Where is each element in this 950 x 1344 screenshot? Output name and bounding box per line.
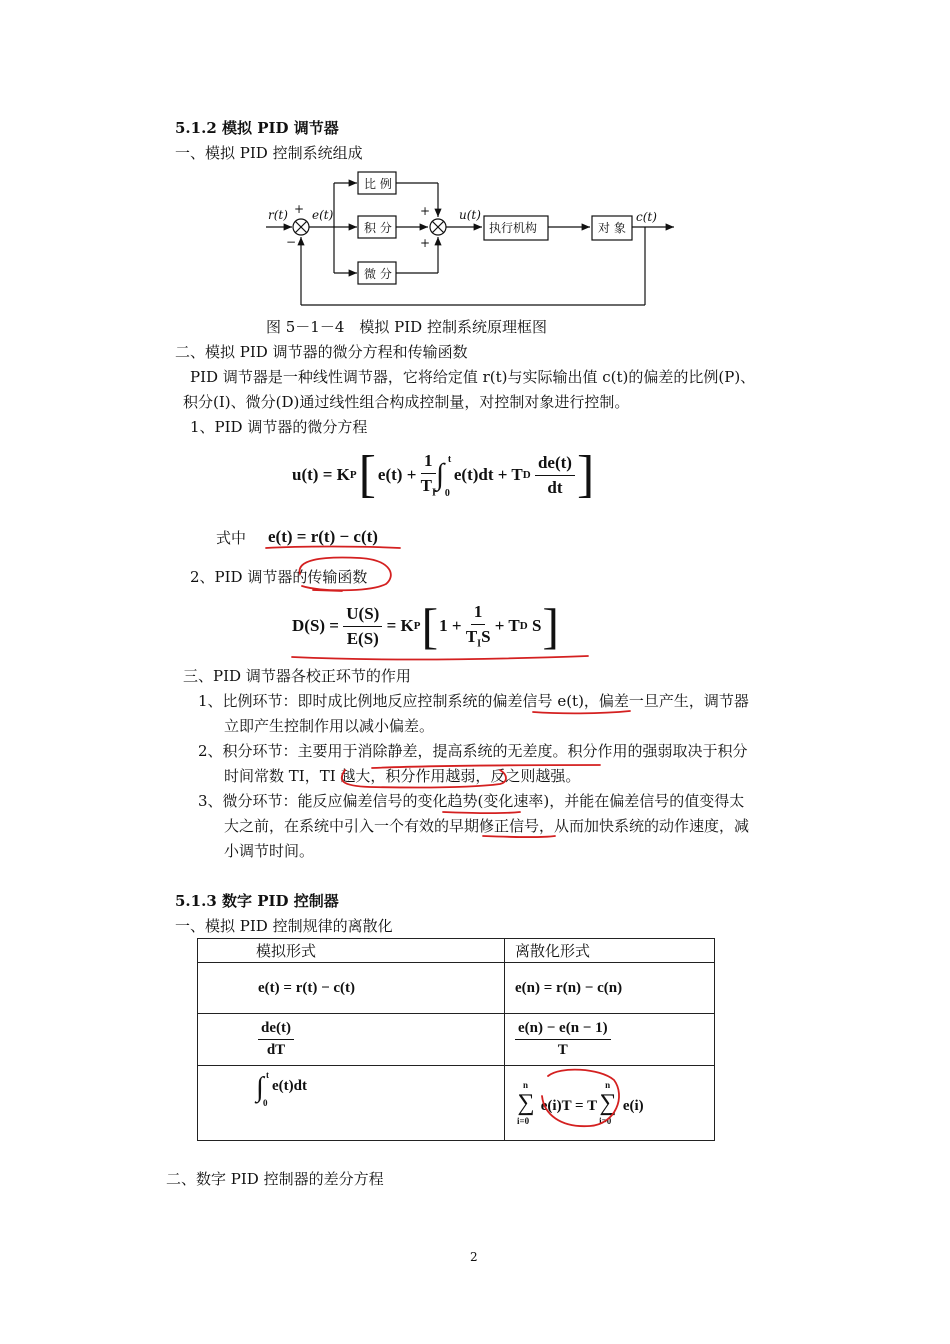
effect-3-line-3: 小调节时间。: [224, 842, 315, 860]
label-u: u(t): [459, 208, 481, 222]
sign-plus-2: +: [420, 204, 431, 218]
subheading-difference-equation: 二、数字 PID 控制器的差分方程: [166, 1170, 384, 1188]
section-title-512: 5.1.2 模拟 PID 调节器: [175, 119, 339, 137]
table-header-discrete: 离散化形式: [505, 939, 715, 963]
formula-ut: u(t) = K P [ e(t) + $\frac{1}{T_I}$ ∫ t 0 e(t)dt + T D $\frac{de(t)}{dt}$ ]: [292, 446, 595, 503]
label-r: r(t): [268, 208, 288, 222]
sign-plus-1: +: [294, 202, 305, 216]
paragraph-line-2: 积分(I)、微分(D)通过线性组合构成控制量，对控制对象进行控制。: [183, 393, 630, 411]
effect-2-line-1: 2、积分环节：主要用于消除静差，提高系统的无差度。积分作用的强弱取决于积分: [198, 742, 748, 760]
sign-minus-1: −: [286, 235, 297, 249]
label-actuator: 执行机构: [489, 221, 538, 235]
item-transfer-function: 2、PID 调节器的传输函数: [190, 568, 368, 586]
effect-1-line-2: 立即产生控制作用以减小偏差。: [224, 717, 435, 735]
subheading-correction-effects: 三、PID 调节器各校正环节的作用: [183, 667, 411, 685]
effect-3-line-1: 3、微分环节：能反应偏差信号的变化趋势(变化速率)，并能在偏差信号的值变得太: [198, 792, 745, 810]
subheading-discretization: 一、模拟 PID 控制规律的离散化: [175, 917, 393, 935]
sign-plus-3: +: [420, 236, 431, 250]
label-plant: 对 象: [598, 221, 626, 235]
cell-analog-integral: ∫ t 0 e(t)dt: [198, 1066, 505, 1141]
label-e: e(t): [312, 208, 334, 222]
label-c: c(t): [636, 210, 657, 224]
label-integral: 积 分: [364, 221, 392, 235]
figure-caption: 图 5－1－4 模拟 PID 控制系统原理框图: [266, 318, 547, 336]
formula-ds: D(S) = $\frac{U(S)}{E(S)}$ = K P [ 1 + $\frac{1}{T_IS}$ + T D S ]: [292, 598, 560, 654]
paragraph-line-1: PID 调节器是一种线性调节器，它将给定值 r(t)与实际输出值 c(t)的偏差的比例(P)、: [190, 368, 756, 386]
cell-analog-derivative: $\frac{de(t)}{dT}$: [198, 1014, 505, 1066]
label-derivative: 微 分: [364, 267, 392, 281]
table-header-analog: 模拟形式: [198, 939, 505, 963]
subheading-equations: 二、模拟 PID 调节器的微分方程和传输函数: [175, 343, 468, 361]
discretization-table: [197, 938, 715, 1141]
item-differential-equation: 1、PID 调节器的微分方程: [190, 418, 368, 436]
cell-discrete-derivative: $\frac{e(n) - e(n - 1)}{T}$: [505, 1014, 715, 1066]
formula-et: e(t) = r(t) − c(t): [268, 527, 378, 546]
label-proportional: 比 例: [364, 177, 392, 191]
cell-discrete-error: e(n) = r(n) − c(n): [505, 963, 715, 1014]
page-number: 2: [470, 1250, 478, 1264]
section-title-513: 5.1.3 数字 PID 控制器: [175, 892, 339, 910]
cell-discrete-sum: n ∑ i=0 e(i)T = T n ∑ i=0 e(i): [505, 1066, 715, 1141]
where-label: 式中: [216, 529, 247, 547]
effect-3-line-2: 大之前，在系统中引入一个有效的早期修正信号，从而加快系统的动作速度，减: [224, 817, 750, 835]
effect-1-line-1: 1、比例环节：即时成比例地反应控制系统的偏差信号 e(t)，偏差一旦产生，调节器: [198, 692, 749, 710]
effect-2-line-2: 时间常数 TI，TI 越大，积分作用越弱，反之则越强。: [224, 767, 581, 785]
cell-analog-error: e(t) = r(t) − c(t): [198, 963, 505, 1014]
subheading-system-composition: 一、模拟 PID 控制系统组成: [175, 144, 363, 162]
